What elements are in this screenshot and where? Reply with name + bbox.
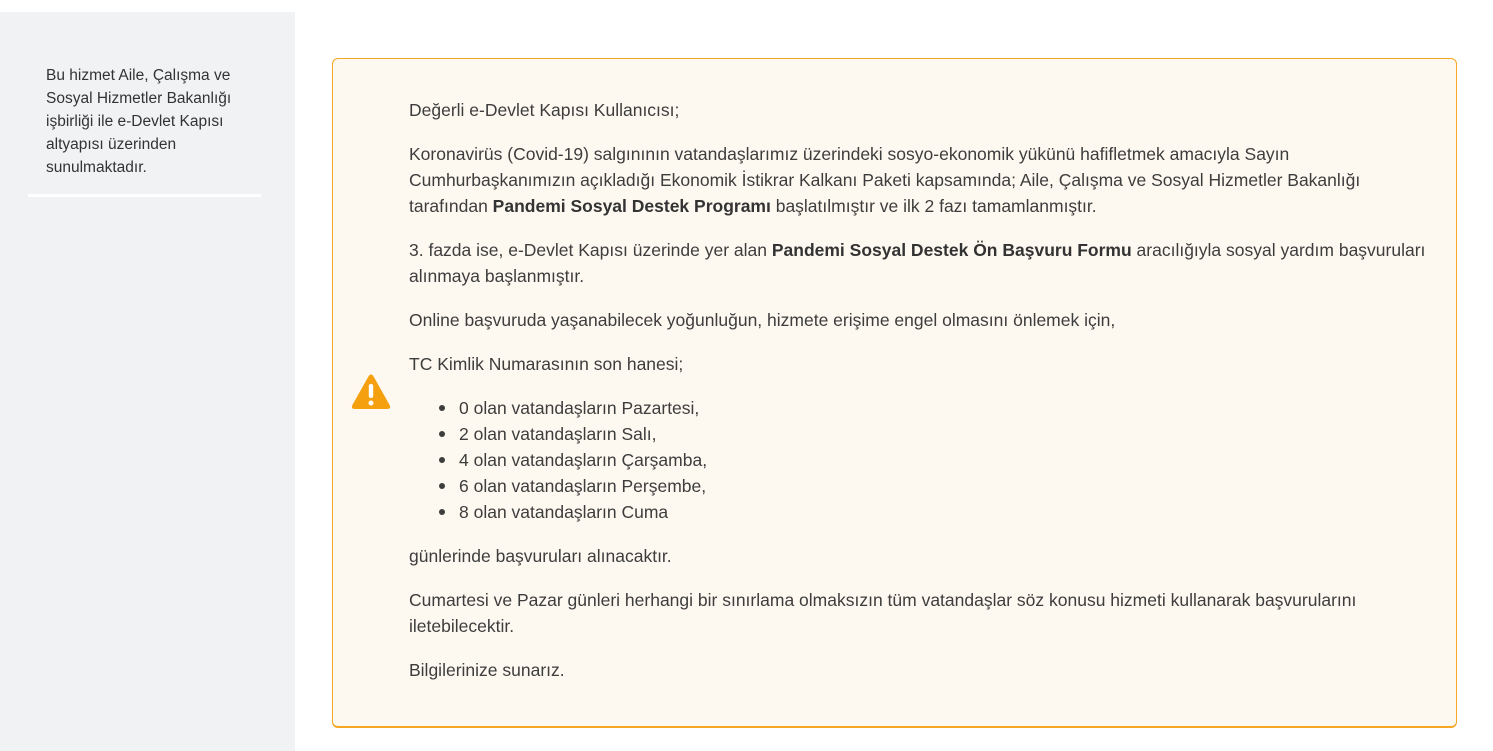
sidebar-divider bbox=[28, 194, 261, 197]
paragraph-density-note: Online başvuruda yaşanabilecek yoğunluğun, hizmete erişime engel olmasını önlemek için, bbox=[409, 310, 1116, 330]
warning-triangle-icon bbox=[351, 374, 391, 410]
paragraph-phase-three: 3. fazda ise, e-Devlet Kapısı üzerinde yer alan Pandemi Sosyal Destek Ön Başvuru Formu aracılığıyla sosyal yardım başvuruları alınmaya başlanmıştır. bbox=[409, 240, 1426, 286]
greeting-text: Değerli e-Devlet Kapısı Kullanıcısı; bbox=[409, 100, 680, 120]
schedule-item: 0 olan vatandaşların Pazartesi, bbox=[439, 395, 1439, 421]
schedule-item: 6 olan vatandaşların Perşembe, bbox=[439, 473, 1439, 499]
top-header-bar bbox=[0, 0, 1493, 12]
program-name: Pandemi Sosyal Destek Programı bbox=[492, 196, 771, 216]
schedule-item: 4 olan vatandaşların Çarşamba, bbox=[439, 447, 1439, 473]
paragraph-application-days: günlerinde başvuruları alınacaktır. bbox=[409, 546, 672, 566]
service-provider-note: Bu hizmet Aile, Çalışma ve Sosyal Hizmetler Bakanlığı işbirliği ile e-Devlet Kapısı altyapısı üzerinden sunulmaktadır. bbox=[46, 67, 232, 176]
paragraph-weekend-note: Cumartesi ve Pazar günleri herhangi bir sınırlama olmaksızın tüm vatandaşlar söz konusu hizmeti kullanarak başvurularını iletebilecektir. bbox=[409, 590, 1357, 636]
sidebar bbox=[0, 12, 295, 751]
schedule-list bbox=[439, 395, 1439, 525]
form-name: Pandemi Sosyal Destek Ön Başvuru Formu bbox=[771, 240, 1132, 260]
schedule-item: 8 olan vatandaşların Cuma bbox=[439, 499, 1439, 525]
schedule-item: 2 olan vatandaşların Salı, bbox=[439, 421, 1439, 447]
closing-text: Bilgilerinize sunarız. bbox=[409, 660, 565, 680]
warning-alert-box bbox=[332, 58, 1457, 728]
alert-message bbox=[409, 97, 1439, 701]
main-content bbox=[295, 12, 1493, 751]
paragraph-program-info: Koronavirüs (Covid-19) salgınının vatandaşlarımız üzerindeki sosyo-ekonomik yükünü hafifletmek amacıyla Sayın Cumhurbaşkanımızın açıkladığı Ekonomik İstikrar Kalkanı Paketi kapsamında; Aile, Çalışma ve Sosyal Hizmetler Bakanlığı tarafından Pandemi Sosyal Destek Programı başlatılmıştır ve ilk 2 fazı tamamlanmıştır. bbox=[409, 144, 1361, 216]
paragraph-id-digit: TC Kimlik Numarasının son hanesi; bbox=[409, 354, 684, 374]
